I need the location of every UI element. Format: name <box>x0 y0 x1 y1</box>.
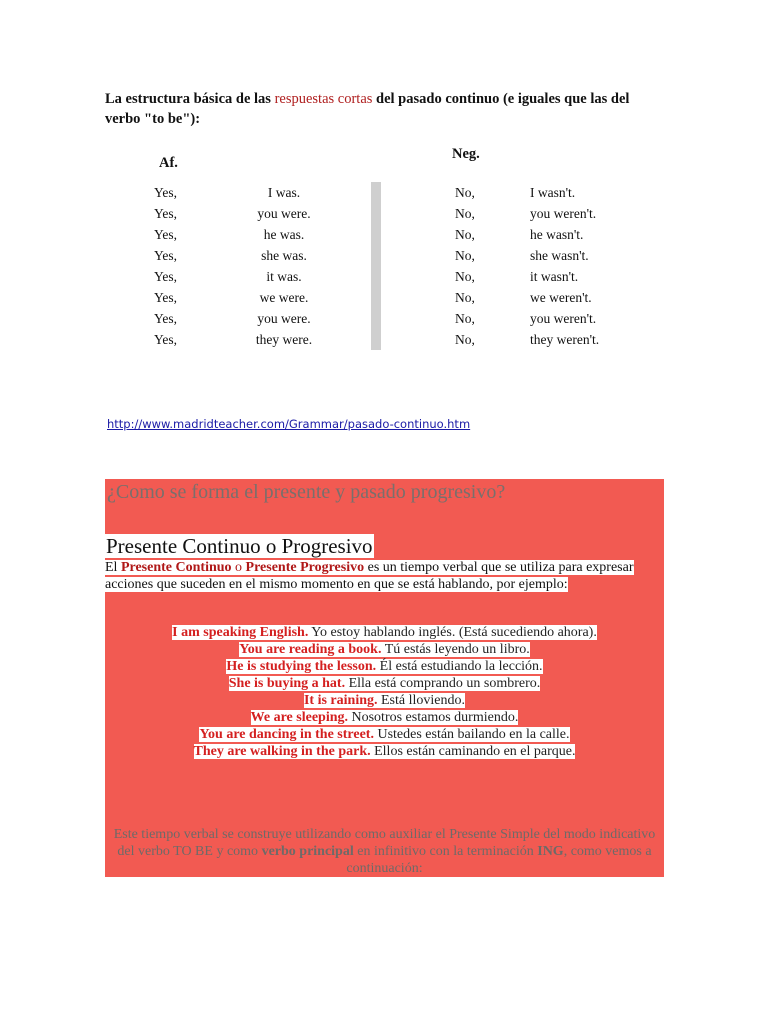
example-spanish: Ustedes están bailando en la calle. <box>373 727 570 742</box>
example-spanish: Ella está comprando un sombrero. <box>345 676 541 691</box>
footer-part3: , como vemos a continuación: <box>346 844 652 876</box>
footer-ing: ING <box>537 844 564 859</box>
table-row <box>0 266 768 287</box>
example-line <box>105 624 664 641</box>
short-answers-table <box>0 182 768 350</box>
example-line <box>105 675 664 692</box>
construction-paragraph <box>113 826 656 877</box>
negative-cell: she wasn't. <box>530 248 589 263</box>
column-divider <box>371 245 381 266</box>
example-line <box>105 641 664 658</box>
example-line <box>105 726 664 743</box>
examples-list <box>105 624 664 760</box>
negative-cell: we weren't. <box>530 290 592 305</box>
definition-rest: es un tiempo verbal que se utiliza para expresar acciones que suceden en el mismo momento en que se está hablando, por ejemplo: <box>105 560 634 592</box>
progressive-explanation-box <box>105 479 664 877</box>
example-line <box>105 658 664 675</box>
table-row <box>0 308 768 329</box>
footer-verbo-principal: verbo principal <box>261 844 354 859</box>
footer-part2: en infinitivo con la terminación <box>353 844 538 859</box>
no-cell: No, <box>455 185 475 200</box>
intro-suffix: del pasado continuo (e iguales que las del verbo "to be"): <box>105 91 630 127</box>
box-subtitle-text: Presente Continuo o Progresivo <box>106 534 373 558</box>
madridteacher-link[interactable]: http://www.madridteacher.com/Grammar/pasado-continuo.htm <box>107 417 471 431</box>
example-english: He is studying the lesson. <box>226 659 377 674</box>
affirmative-cell: you were. <box>257 206 311 221</box>
yes-cell: Yes, <box>154 332 178 347</box>
negative-cell: he wasn't. <box>530 227 584 242</box>
negative-cell: they weren't. <box>530 332 600 347</box>
yes-cell: Yes, <box>154 290 178 305</box>
example-english: You are reading a book. <box>239 642 382 657</box>
table-row <box>0 287 768 308</box>
example-english: I am speaking English. <box>172 625 309 640</box>
affirmative-cell: they were. <box>255 332 313 347</box>
example-spanish: Él está estudiando la lección. <box>376 659 543 674</box>
footer-part1: Este tiempo verbal se construye utilizando como auxiliar el Presente Simple del modo indicativo del verbo TO BE y como <box>113 827 656 859</box>
example-spanish: Tú estás leyendo un libro. <box>381 642 530 657</box>
no-cell: No, <box>455 206 475 221</box>
example-spanish: Ellos están caminando en el parque. <box>370 744 576 759</box>
no-cell: No, <box>455 311 475 326</box>
yes-cell: Yes, <box>154 185 178 200</box>
column-divider <box>371 308 381 329</box>
definition-el: El <box>105 560 121 575</box>
affirmative-header: Af. <box>159 155 178 171</box>
yes-cell: Yes, <box>154 269 178 284</box>
table-row <box>0 224 768 245</box>
intro-prefix: La estructura básica de las <box>105 91 275 107</box>
example-english: We are sleeping. <box>250 710 348 725</box>
no-cell: No, <box>455 269 475 284</box>
affirmative-cell: it was. <box>266 269 302 284</box>
affirmative-cell: I was. <box>267 185 301 200</box>
negative-cell: it wasn't. <box>530 269 579 284</box>
affirmative-cell: you were. <box>257 311 311 326</box>
yes-cell: Yes, <box>154 311 178 326</box>
example-english: You are dancing in the street. <box>199 727 374 742</box>
yes-cell: Yes, <box>154 206 178 221</box>
definition-o: o <box>231 560 246 575</box>
table-row <box>0 182 768 203</box>
no-cell: No, <box>455 332 475 347</box>
example-spanish: Yo estoy hablando inglés. (Está sucediendo ahora). <box>308 625 597 640</box>
yes-cell: Yes, <box>154 248 178 263</box>
example-spanish: Está lloviendo. <box>377 693 465 708</box>
column-divider <box>371 182 381 203</box>
column-divider <box>371 224 381 245</box>
term-presente-continuo: Presente Continuo <box>120 560 232 575</box>
no-cell: No, <box>455 227 475 242</box>
table-row <box>0 329 768 350</box>
column-divider <box>371 266 381 287</box>
negative-cell: you weren't. <box>530 206 597 221</box>
negative-cell: you weren't. <box>530 311 597 326</box>
example-english: It is raining. <box>303 693 378 708</box>
term-presente-progresivo: Presente Progresivo <box>245 560 365 575</box>
intro-highlight: respuestas cortas <box>274 91 373 107</box>
box-subtitle <box>105 533 374 559</box>
table-row <box>0 245 768 266</box>
table-row <box>0 203 768 224</box>
example-line <box>105 692 664 709</box>
column-divider <box>371 203 381 224</box>
example-spanish: Nosotros estamos durmiendo. <box>348 710 519 725</box>
negative-cell: I wasn't. <box>530 185 576 200</box>
column-divider <box>371 329 381 350</box>
example-line <box>105 709 664 726</box>
yes-cell: Yes, <box>154 227 178 242</box>
example-english: She is buying a hat. <box>228 676 346 691</box>
no-cell: No, <box>455 248 475 263</box>
column-divider <box>371 287 381 308</box>
no-cell: No, <box>455 290 475 305</box>
negative-header: Neg. <box>452 146 480 162</box>
affirmative-cell: we were. <box>259 290 309 305</box>
box-title: ¿Como se forma el presente y pasado progresivo? <box>107 481 506 503</box>
definition-paragraph <box>105 559 657 593</box>
affirmative-cell: he was. <box>263 227 305 242</box>
example-line <box>105 743 664 760</box>
intro-paragraph <box>105 89 665 129</box>
example-english: They are walking in the park. <box>193 744 371 759</box>
affirmative-cell: she was. <box>261 248 307 263</box>
